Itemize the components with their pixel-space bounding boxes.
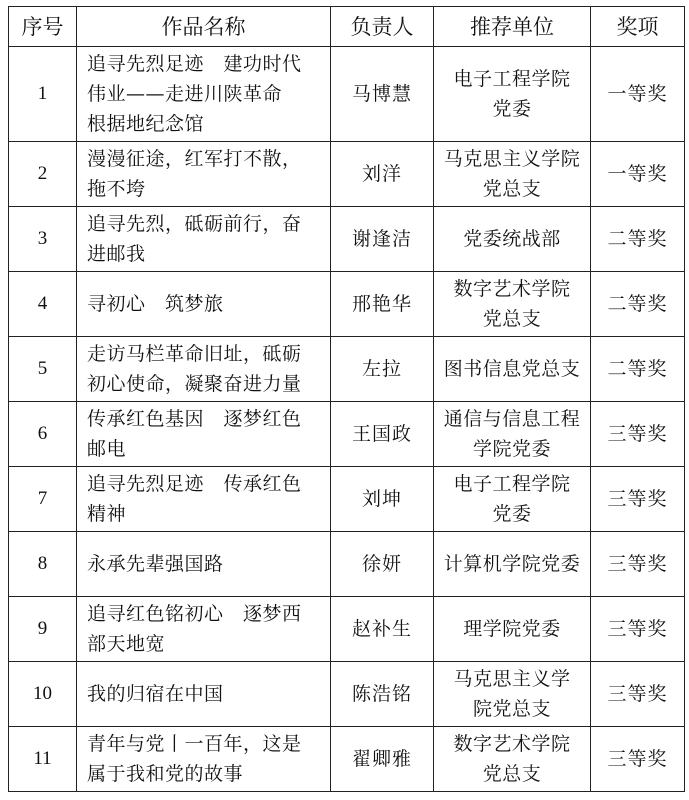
cell-no: 9 [9,597,77,662]
cell-no: 2 [9,142,77,207]
cell-owner: 赵补生 [331,597,434,662]
cell-unit [434,207,591,272]
cell-owner: 邢艳华 [331,272,434,337]
cell-unit-line: 电子工程学院 [453,68,571,90]
table-row [9,142,685,207]
cell-title [77,207,331,272]
cell-unit [434,597,591,662]
table-row [9,597,685,662]
table-row [9,532,685,597]
cell-prize: 二等奖 [591,272,685,337]
cell-title [77,47,331,142]
cell-title [77,727,331,792]
cell-unit-line: 学院党委 [472,438,551,460]
cell-no: 8 [9,532,77,597]
cell-title-line: 我的归宿在中国 [87,683,224,705]
cell-unit-line: 党委 [492,503,532,525]
cell-owner: 刘洋 [331,142,434,207]
cell-unit [434,467,591,532]
cell-unit-line: 马克思主义学 [453,668,571,690]
cell-unit [434,727,591,792]
cell-unit-line: 图书信息党总支 [443,358,581,380]
cell-no: 7 [9,467,77,532]
cell-prize: 二等奖 [591,337,685,402]
table-row [9,272,685,337]
cell-title-line: 进邮我 [87,243,146,265]
cell-unit [434,337,591,402]
cell-prize: 三等奖 [591,532,685,597]
cell-title-line: 永承先辈强国路 [87,553,224,575]
cell-no: 3 [9,207,77,272]
cell-unit-line: 党总支 [482,763,542,785]
cell-no: 1 [9,47,77,142]
header-row [9,7,685,47]
cell-title [77,272,331,337]
cell-unit-line: 数字艺术学院 [453,733,571,755]
cell-title-line: 追寻先烈，砥砺前行，奋 [87,213,302,235]
cell-no: 6 [9,402,77,467]
table-row [9,727,685,792]
cell-title-line: 部天地宽 [87,633,166,655]
cell-unit-line: 马克思主义学院 [443,148,581,170]
cell-unit [434,532,591,597]
cell-unit-line: 数字艺术学院 [453,278,571,300]
cell-no: 5 [9,337,77,402]
table-row [9,47,685,142]
cell-title-line: 传承红色基因 逐梦红色 [87,408,302,430]
cell-no: 11 [9,727,77,792]
cell-prize: 三等奖 [591,402,685,467]
cell-unit-line: 计算机学院党委 [443,553,581,575]
header-cell-prize: 奖项 [591,7,685,47]
cell-title-line: 追寻红色铭初心 逐梦西 [87,603,302,625]
cell-prize: 三等奖 [591,597,685,662]
cell-owner: 左拉 [331,337,434,402]
cell-unit-line: 电子工程学院 [453,473,571,495]
cell-unit [434,47,591,142]
cell-title-line: 青年与党丨一百年，这是 [87,733,302,755]
cell-unit [434,662,591,727]
cell-title-line: 走访马栏革命旧址，砥砺 [87,343,302,365]
award-table [8,6,685,792]
cell-title-line: 邮电 [87,438,127,460]
cell-prize: 二等奖 [591,207,685,272]
cell-title-line: 伟业——走进川陕革命 [87,83,283,105]
cell-no: 10 [9,662,77,727]
cell-unit [434,402,591,467]
header-cell-title: 作品名称 [77,7,331,47]
table-row [9,207,685,272]
cell-prize: 三等奖 [591,467,685,532]
cell-title [77,467,331,532]
cell-owner: 马博慧 [331,47,434,142]
cell-unit [434,142,591,207]
cell-title-line: 追寻先烈足迹 传承红色 [87,473,302,495]
cell-unit-line: 党总支 [482,308,542,330]
cell-prize: 三等奖 [591,727,685,792]
header-cell-unit: 推荐单位 [434,7,591,47]
cell-title-line: 寻初心 筑梦旅 [87,293,224,315]
cell-title-line: 漫漫征途，红军打不散， [87,148,302,170]
cell-title-line: 精神 [87,503,127,525]
cell-unit-line: 理学院党委 [463,618,561,640]
cell-title-line: 根据地纪念馆 [87,113,205,135]
cell-unit [434,272,591,337]
cell-no: 4 [9,272,77,337]
cell-owner: 翟卿雅 [331,727,434,792]
table-row [9,467,685,532]
cell-title-line: 初心使命，凝聚奋进力量 [87,373,302,395]
header-cell-owner: 负责人 [331,7,434,47]
table-body [9,47,685,792]
cell-title-line: 属于我和党的故事 [87,763,244,785]
cell-unit-line: 党委 [492,98,532,120]
cell-title [77,597,331,662]
cell-title [77,337,331,402]
cell-title-line: 拖不垮 [87,178,146,200]
table-row [9,662,685,727]
cell-unit-line: 通信与信息工程 [443,408,581,430]
cell-title-line: 追寻先烈足迹 建功时代 [87,53,302,75]
cell-owner: 王国政 [331,402,434,467]
cell-owner: 谢逢洁 [331,207,434,272]
cell-title [77,142,331,207]
cell-title [77,402,331,467]
cell-owner: 刘坤 [331,467,434,532]
cell-unit-line: 党委统战部 [463,228,561,250]
cell-owner: 陈浩铭 [331,662,434,727]
cell-owner: 徐妍 [331,532,434,597]
cell-unit-line: 党总支 [482,178,542,200]
cell-prize: 一等奖 [591,142,685,207]
cell-unit-line: 院党总支 [472,698,551,720]
table-row [9,402,685,467]
table-row [9,337,685,402]
cell-title [77,532,331,597]
header-cell-no: 序号 [9,7,77,47]
cell-title [77,662,331,727]
cell-prize: 一等奖 [591,47,685,142]
cell-prize: 三等奖 [591,662,685,727]
